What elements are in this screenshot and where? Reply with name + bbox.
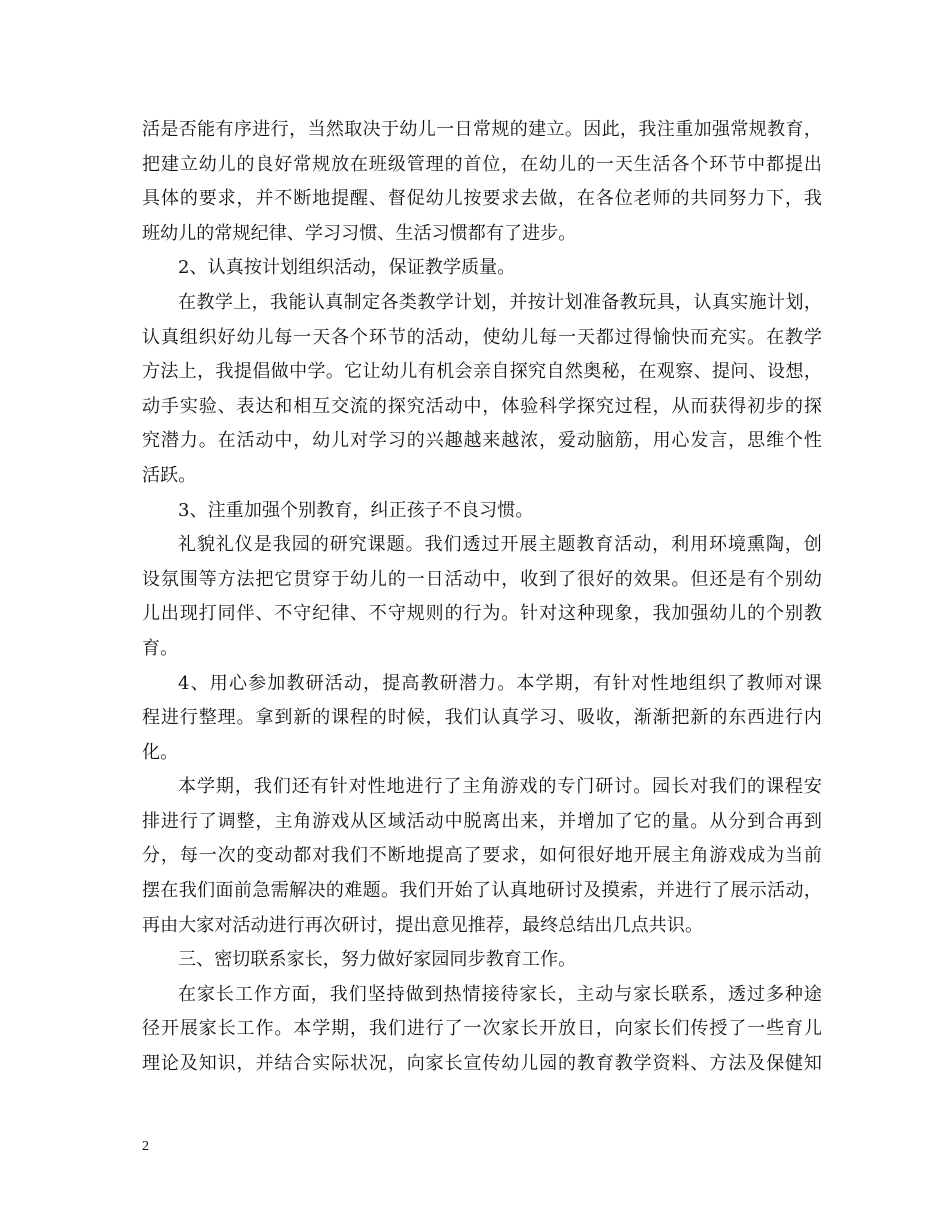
text-line: 在家长工作方面，我们坚持做到热情接待家长，主动与家长联系，透过多种途 [178,983,822,1005]
text-line: 活跃。 [142,464,197,486]
section-heading: 3、注重加强个别教育，纠正孩子不良习惯。 [178,499,534,521]
text-line: 育。 [142,637,179,659]
text-line: 再由大家对活动进行再次研讨，提出意见推荐，最终总结出几点共识。 [142,914,704,936]
text-line: 具体的要求，并不断地提醒、督促幼儿按要求去做，在各位老师的共同努力下，我 [142,188,822,210]
text-line: 4、用心参加教研活动，提高教研潜力。本学期，有针对性地组织了教师对课 [178,672,822,694]
text-line: 摆在我们面前急需解决的难题。我们开始了认真地研讨及摸索，并进行了展示活动， [142,880,822,902]
text-line: 究潜力。在活动中，幼儿对学习的兴趣越来越浓，爱动脑筋，用心发言，思维个性 [142,430,822,452]
page-number: 2 [142,1139,149,1154]
text-line: 活是否能有序进行，当然取决于幼儿一日常规的建立。因此，我注重加强常规教育， [142,119,822,140]
text-line: 认真组织好幼儿每一天各个环节的活动，使幼儿每一天都过得愉快而充实。在教学 [142,326,822,348]
text-line: 把建立幼儿的良好常规放在班级管理的首位，在幼儿的一天生活各个环节中都提出 [142,153,822,175]
text-line: 设氛围等方法把它贯穿于幼儿的一日活动中，收到了很好的效果。但还是有个别幼 [142,568,822,590]
body-text [142,113,822,1082]
text-line: 程进行整理。拿到新的课程的时候，我们认真学习、吸收，渐渐把新的东西进行内 [142,707,822,729]
text-line: 化。 [142,741,179,763]
text-line: 礼貌礼仪是我园的研究课题。我们透过开展主题教育活动，利用环境熏陶，创 [178,534,822,556]
text-line: 分，每一次的变动都对我们不断地提高了要求，如何很好地开展主角游戏成为当前 [142,845,822,867]
section-heading: 三、密切联系家长，努力做好家园同步教育工作。 [178,949,577,971]
text-line: 动手实验、表达和相互交流的探究活动中，体验科学探究过程，从而获得初步的探 [142,395,822,417]
text-line: 儿出现打同伴、不守纪律、不守规则的行为。针对这种现象，我加强幼儿的个别教 [142,603,822,625]
text-line: 在教学上，我能认真制定各类教学计划，并按计划准备教玩具，认真实施计划， [178,291,822,313]
text-line: 本学期，我们还有针对性地进行了主角游戏的专门研讨。园长对我们的课程安 [178,776,822,798]
text-line: 径开展家长工作。本学期，我们进行了一次家长开放日，向家长们传授了一些育儿 [142,1018,822,1040]
section-heading: 2、认真按计划组织活动，保证教学质量。 [178,257,516,279]
text-line: 方法上，我提倡做中学。它让幼儿有机会亲自探究自然奥秘，在观察、提问、设想， [142,361,822,383]
text-line: 班幼儿的常规纪律、学习习惯、生活习惯都有了进步。 [142,222,577,244]
text-line: 排进行了调整，主角游戏从区域活动中脱离出来，并增加了它的量。从分到合再到 [142,810,822,832]
text-line: 理论及知识，并结合实际状况，向家长宣传幼儿园的教育教学资料、方法及保健知 [142,1053,822,1075]
